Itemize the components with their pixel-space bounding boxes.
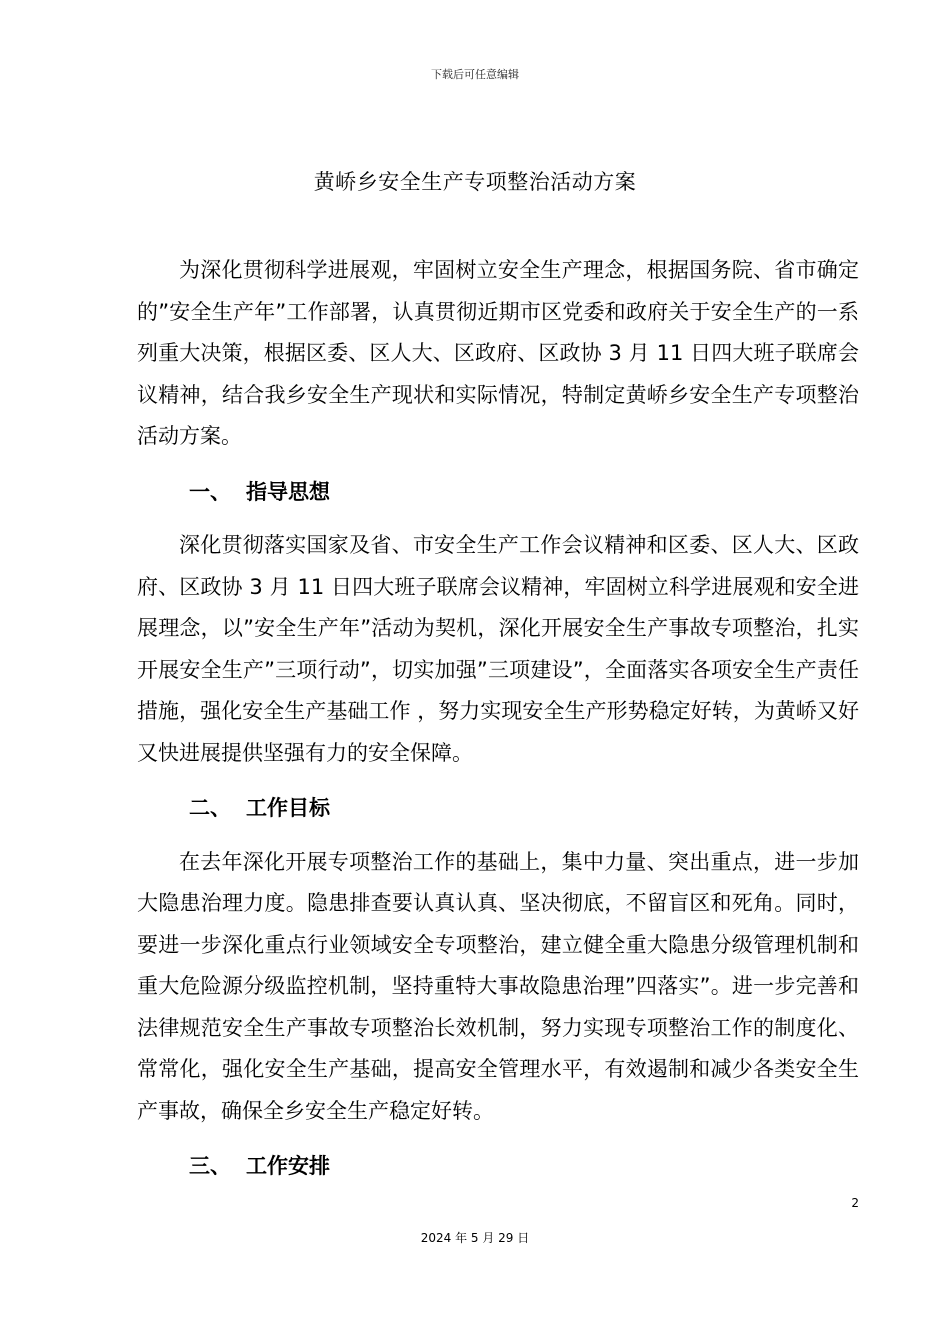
section-title-3: 工作安排 bbox=[246, 1154, 330, 1178]
section-heading-3 bbox=[137, 1132, 859, 1200]
section-paragraph-2: 在去年深化开展专项整治工作的基础上，集中力量、突出重点，进一步加大隐患治理力度。隐患排查要认真认真、坚决彻底，不留盲区和死角。同时，要进一步深化重点行业领域安全专项整治，建立健全重大隐患分级管理机制和重大危险源分级监控机制，坚持重特大事故隐患治理”四落实”。进一步完善和法律规范安全生产事故专项整治长效机制，努力实现专项整治工作的制度化、常常化，强化安全生产基础，提高安全管理水平，有效遏制和减少各类安全生产事故，确保全乡安全生产稳定好转。 bbox=[137, 849, 859, 1123]
section-paragraph-1: 深化贯彻落实国家及省、市安全生产工作会议精神和区委、区人大、区政府、区政协 3 月 11 日四大班子联席会议精神，牢固树立科学进展观和安全进展理念，以”安全生产年”活动为契机，深化开展安全生产事故专项整治，扎实开展安全生产”三项行动”，切实加强”三项建设”，全面落实各项安全生产责任措施，强化安全生产基础工作 ，努力实现安全生产形势稳定好转，为黄峤又好又快进展提供坚强有力的安全保障。 bbox=[137, 533, 859, 765]
section-number-3: 三、 bbox=[189, 1154, 231, 1178]
section-number-2: 二、 bbox=[189, 796, 231, 820]
section-heading-2 bbox=[137, 774, 859, 842]
section-title-1: 指导思想 bbox=[246, 479, 330, 504]
section-title-2: 工作目标 bbox=[246, 796, 330, 820]
document-body bbox=[137, 250, 859, 1200]
document-title: 黄峤乡安全生产专项整治活动方案 bbox=[313, 170, 637, 194]
page-number: 2 bbox=[851, 1196, 859, 1210]
footer-date: 2024 年 5 月 29 日 bbox=[420, 1231, 530, 1245]
intro-paragraph: 为深化贯彻科学进展观，牢固树立安全生产理念，根据国务院、省市确定的”安全生产年”工作部署，认真贯彻近期市区党委和政府关于安全生产的一系列重大决策，根据区委、区人大、区政府、区政协 3 月 11 日四大班子联席会议精神，结合我乡安全生产现状和实际情况，特制定黄峤乡安全生产专项整治活动方案。 bbox=[137, 258, 859, 448]
section-number-1: 一、 bbox=[189, 479, 231, 504]
section-heading-1 bbox=[137, 458, 859, 526]
header-note: 下载后可任意编辑 bbox=[431, 68, 519, 81]
